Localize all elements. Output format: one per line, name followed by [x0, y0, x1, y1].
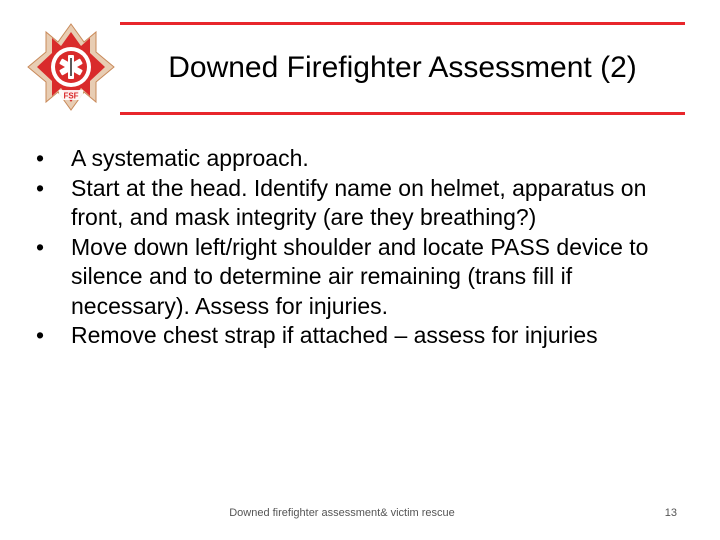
slide-footer: Downed firefighter assessment& victim rescue [229, 507, 455, 519]
bullet-symbol: • [35, 145, 45, 171]
bullet-list [30, 144, 690, 351]
title-top-rule [120, 22, 685, 25]
page-number: 13 [664, 507, 677, 519]
bullet-symbol: • [35, 233, 45, 260]
bullet-text: A systematic approach. [71, 145, 309, 171]
bullet-item [30, 144, 690, 174]
title-bottom-rule [120, 112, 685, 115]
slide-title: Downed Firefighter Assessment (2) [168, 51, 637, 84]
maltese-cross-icon [26, 22, 116, 112]
bullet-symbol: • [35, 322, 45, 348]
logo-badge-text: FSF [63, 91, 79, 101]
bullet-item [30, 321, 690, 351]
bullet-text: Start at the head. Identify name on helmet, apparatus on front, and mask integrity (are they breathing?) [71, 174, 647, 230]
bullet-symbol: • [35, 174, 45, 201]
firefighter-logo-icon [26, 22, 116, 112]
bullet-item [30, 174, 690, 233]
bullet-text: Remove chest strap if attached – assess for injuries [71, 322, 598, 348]
bullet-text: Move down left/right shoulder and locate PASS device to silence and to determine air remaining (trans fill if necessary). Assess for injuries. [71, 233, 649, 319]
bullet-item [30, 233, 690, 322]
